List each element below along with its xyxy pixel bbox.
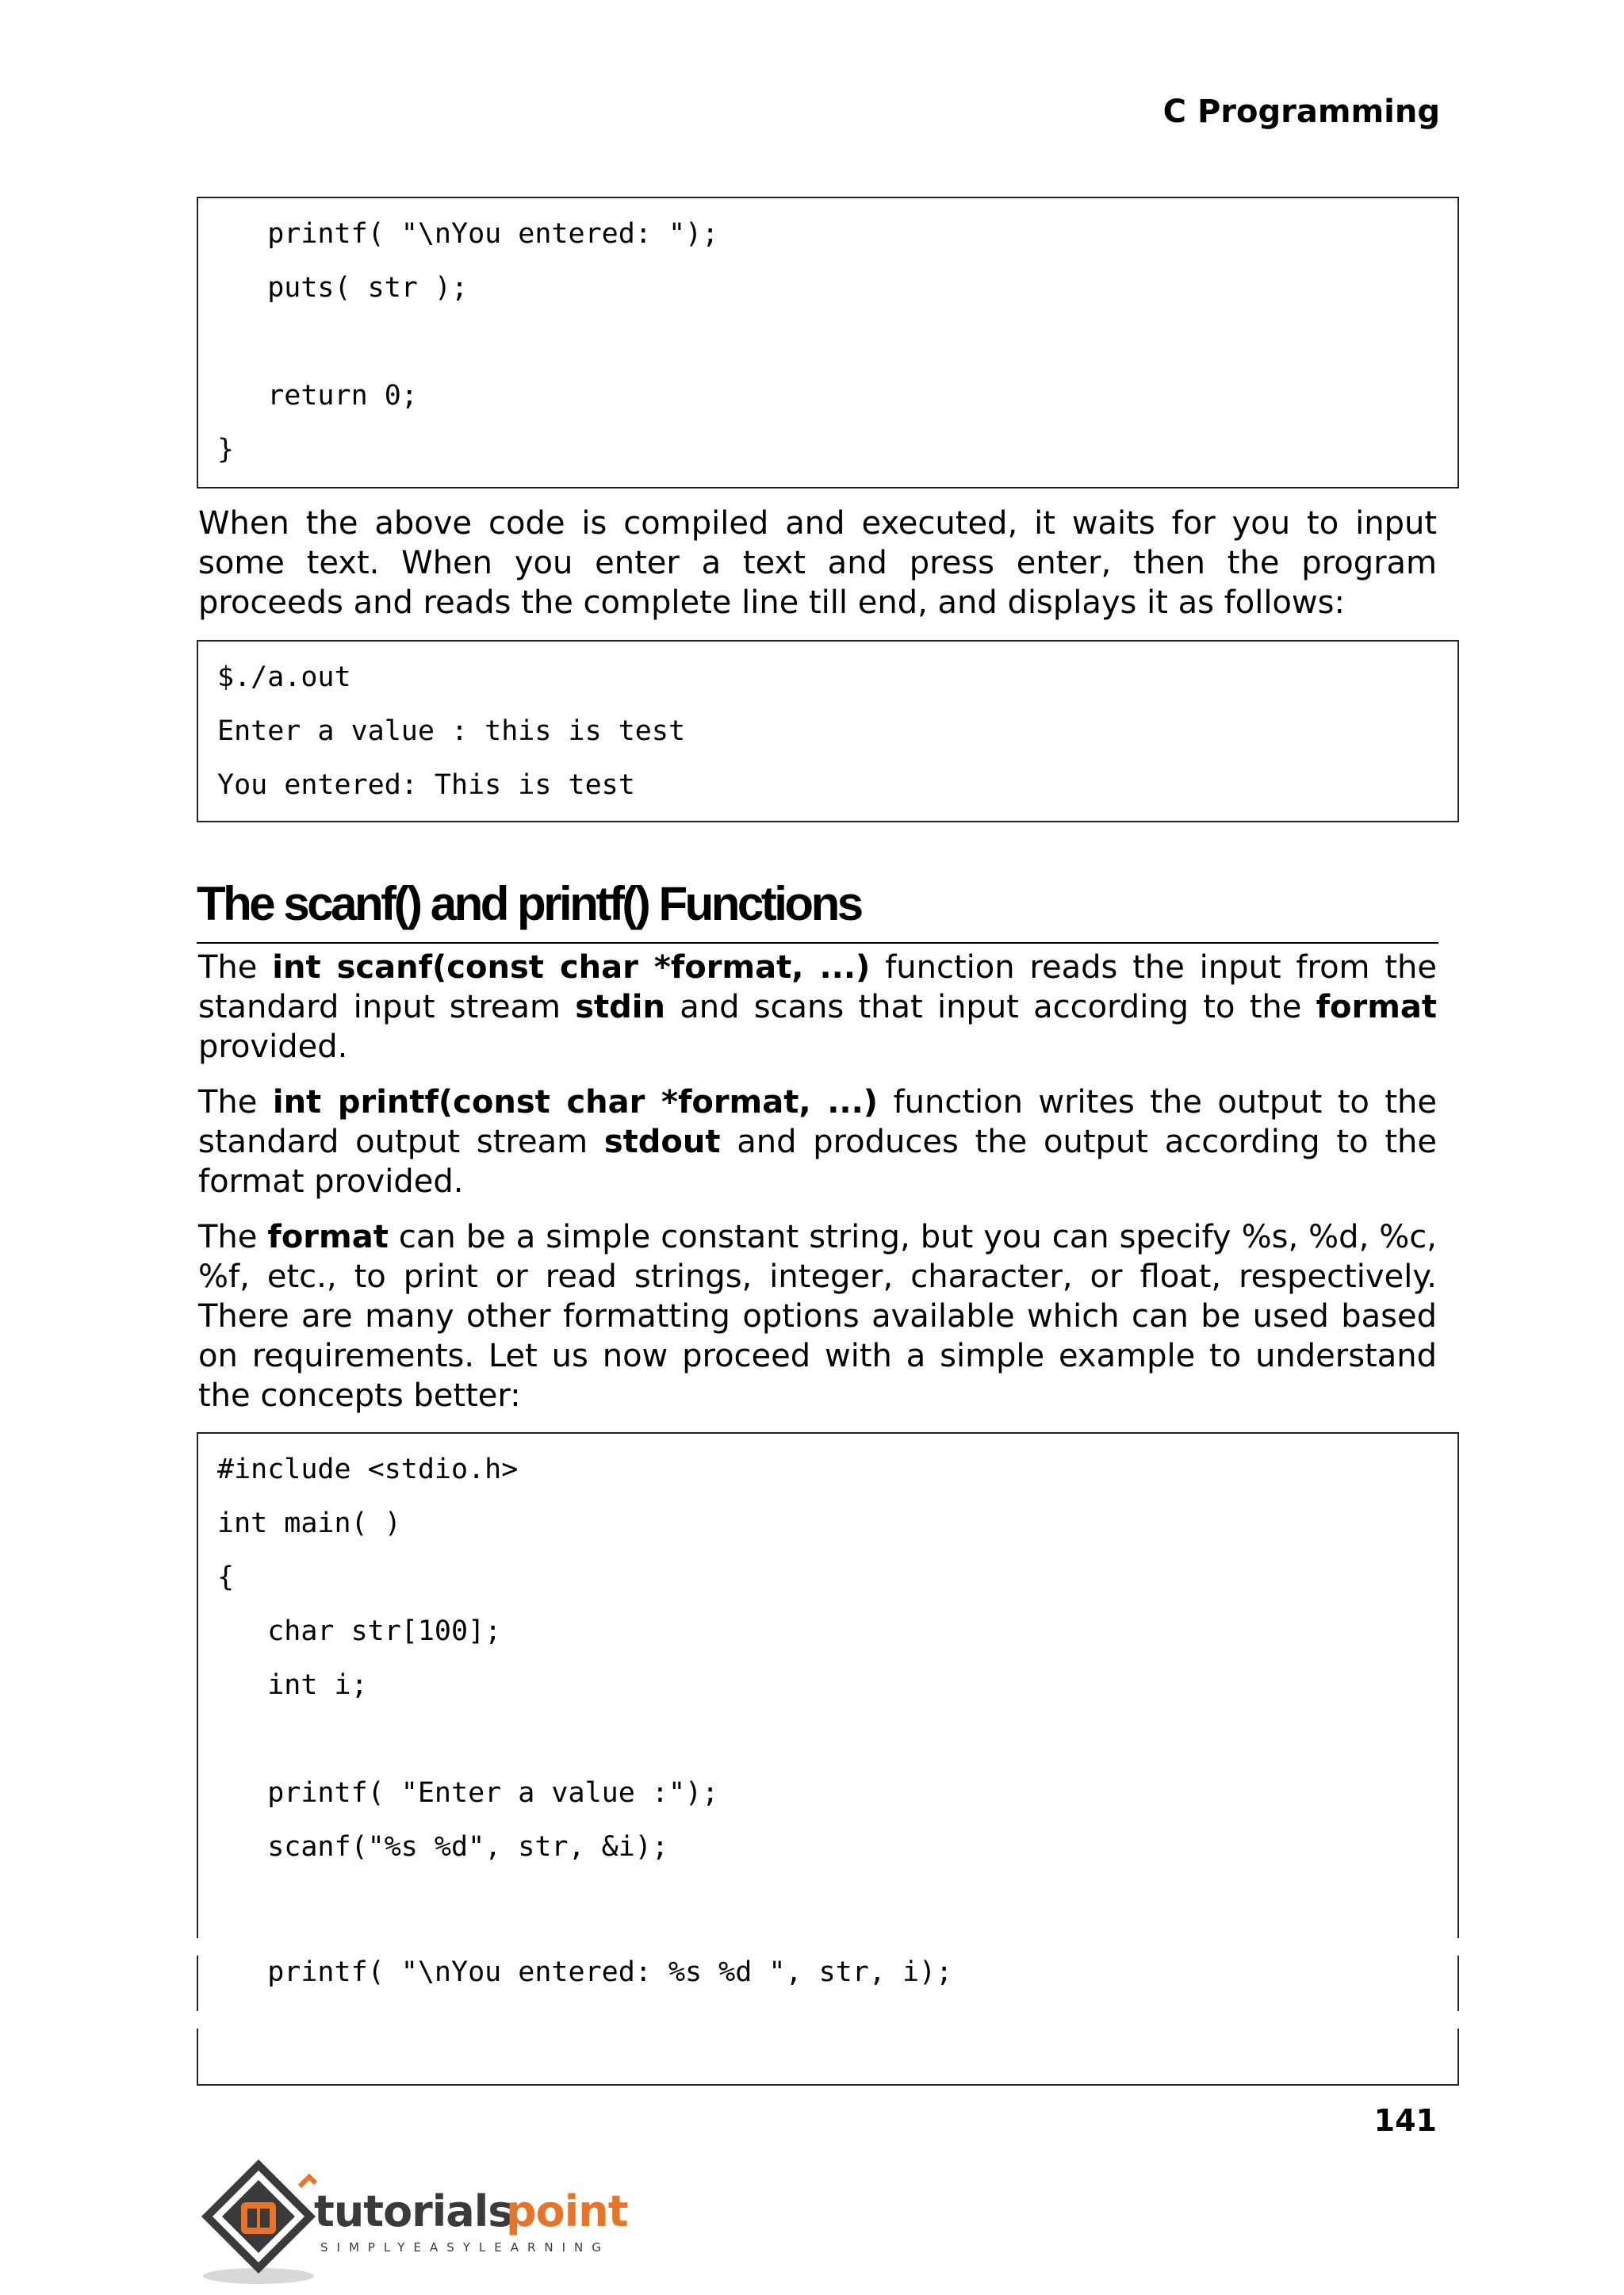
code-block-example <box>197 1432 1459 2086</box>
code-line: return 0; <box>217 380 418 412</box>
output-block <box>197 640 1459 822</box>
code-line: printf( "Enter a value :"); <box>217 1777 719 1809</box>
code-line: { <box>217 1561 235 1593</box>
paragraph-compile-explanation: When the above code is compiled and executed, it waits for you to input some text. When you enter a text and press enter, then the program proceeds and reads the complete line till end, and displays it as follows: <box>198 505 1437 621</box>
output-line: Enter a value : this is test <box>217 715 686 747</box>
text-run: and produces the output according to the format provided. <box>198 1124 1437 1200</box>
page-number: 141 <box>1373 2103 1437 2138</box>
text-run: provided. <box>198 1029 348 1065</box>
code-line: puts( str ); <box>217 272 469 304</box>
text-run: can be a simple constant string, but you can specify %s, %d, %c, %f, etc., to print or read strings, integer, character, or float, respectively. There are many other formatting options available which can be used based on requirements. Let us now proceed with a simple example to understand the concepts better: <box>198 1219 1438 1414</box>
bold-run: format <box>267 1219 389 1255</box>
output-line: $./a.out <box>217 661 351 693</box>
logo-wordmark: tutorials <box>314 2186 513 2236</box>
bold-run: stdin <box>575 989 665 1025</box>
text-run: The <box>198 1219 268 1255</box>
logo-tagline: SIMPLYEASYLEARNING <box>320 2240 610 2255</box>
code-line: int main( ) <box>217 1508 401 1539</box>
code-line: scanf("%s %d", str, &i); <box>217 1831 668 1863</box>
border-gap <box>193 1938 201 1956</box>
output-line: You entered: This is test <box>217 769 635 801</box>
code-line: } <box>217 434 235 466</box>
tutorialspoint-logo <box>197 2153 641 2288</box>
text-run: The <box>198 949 273 986</box>
text-run: function reads the input from the standard input stream <box>198 949 1437 1025</box>
bold-run: stdout <box>603 1124 721 1160</box>
paragraph-printf <box>198 1082 1437 1201</box>
code-line: #include <stdio.h> <box>217 1454 519 1485</box>
border-gap <box>1454 2011 1462 2029</box>
code-line: char str[100]; <box>217 1615 502 1647</box>
code-line: int i; <box>217 1669 368 1701</box>
text-run: and scans that input according to the <box>665 989 1316 1025</box>
running-header: C Programming <box>1162 94 1440 130</box>
border-gap <box>1454 1938 1462 1956</box>
paragraph-format <box>198 1217 1437 1416</box>
border-gap <box>193 2011 201 2029</box>
bold-run: format <box>1316 989 1437 1025</box>
code-block-continuation <box>197 197 1459 489</box>
bold-run: int scanf(const char *format, ...) <box>272 949 871 986</box>
bold-run: int printf(const char *format, ...) <box>272 1084 879 1121</box>
text-run: The <box>198 1084 273 1121</box>
section-heading: The scanf() and printf() Functions <box>197 872 1438 944</box>
code-line: printf( "\nYou entered: "); <box>217 218 719 250</box>
text-run: function writes the output to the standard output stream <box>198 1084 1437 1160</box>
code-line: printf( "\nYou entered: %s %d ", str, i); <box>217 1956 953 1988</box>
paragraph-scanf <box>198 948 1437 1067</box>
logo-wordmark-accent: point <box>506 2186 628 2236</box>
